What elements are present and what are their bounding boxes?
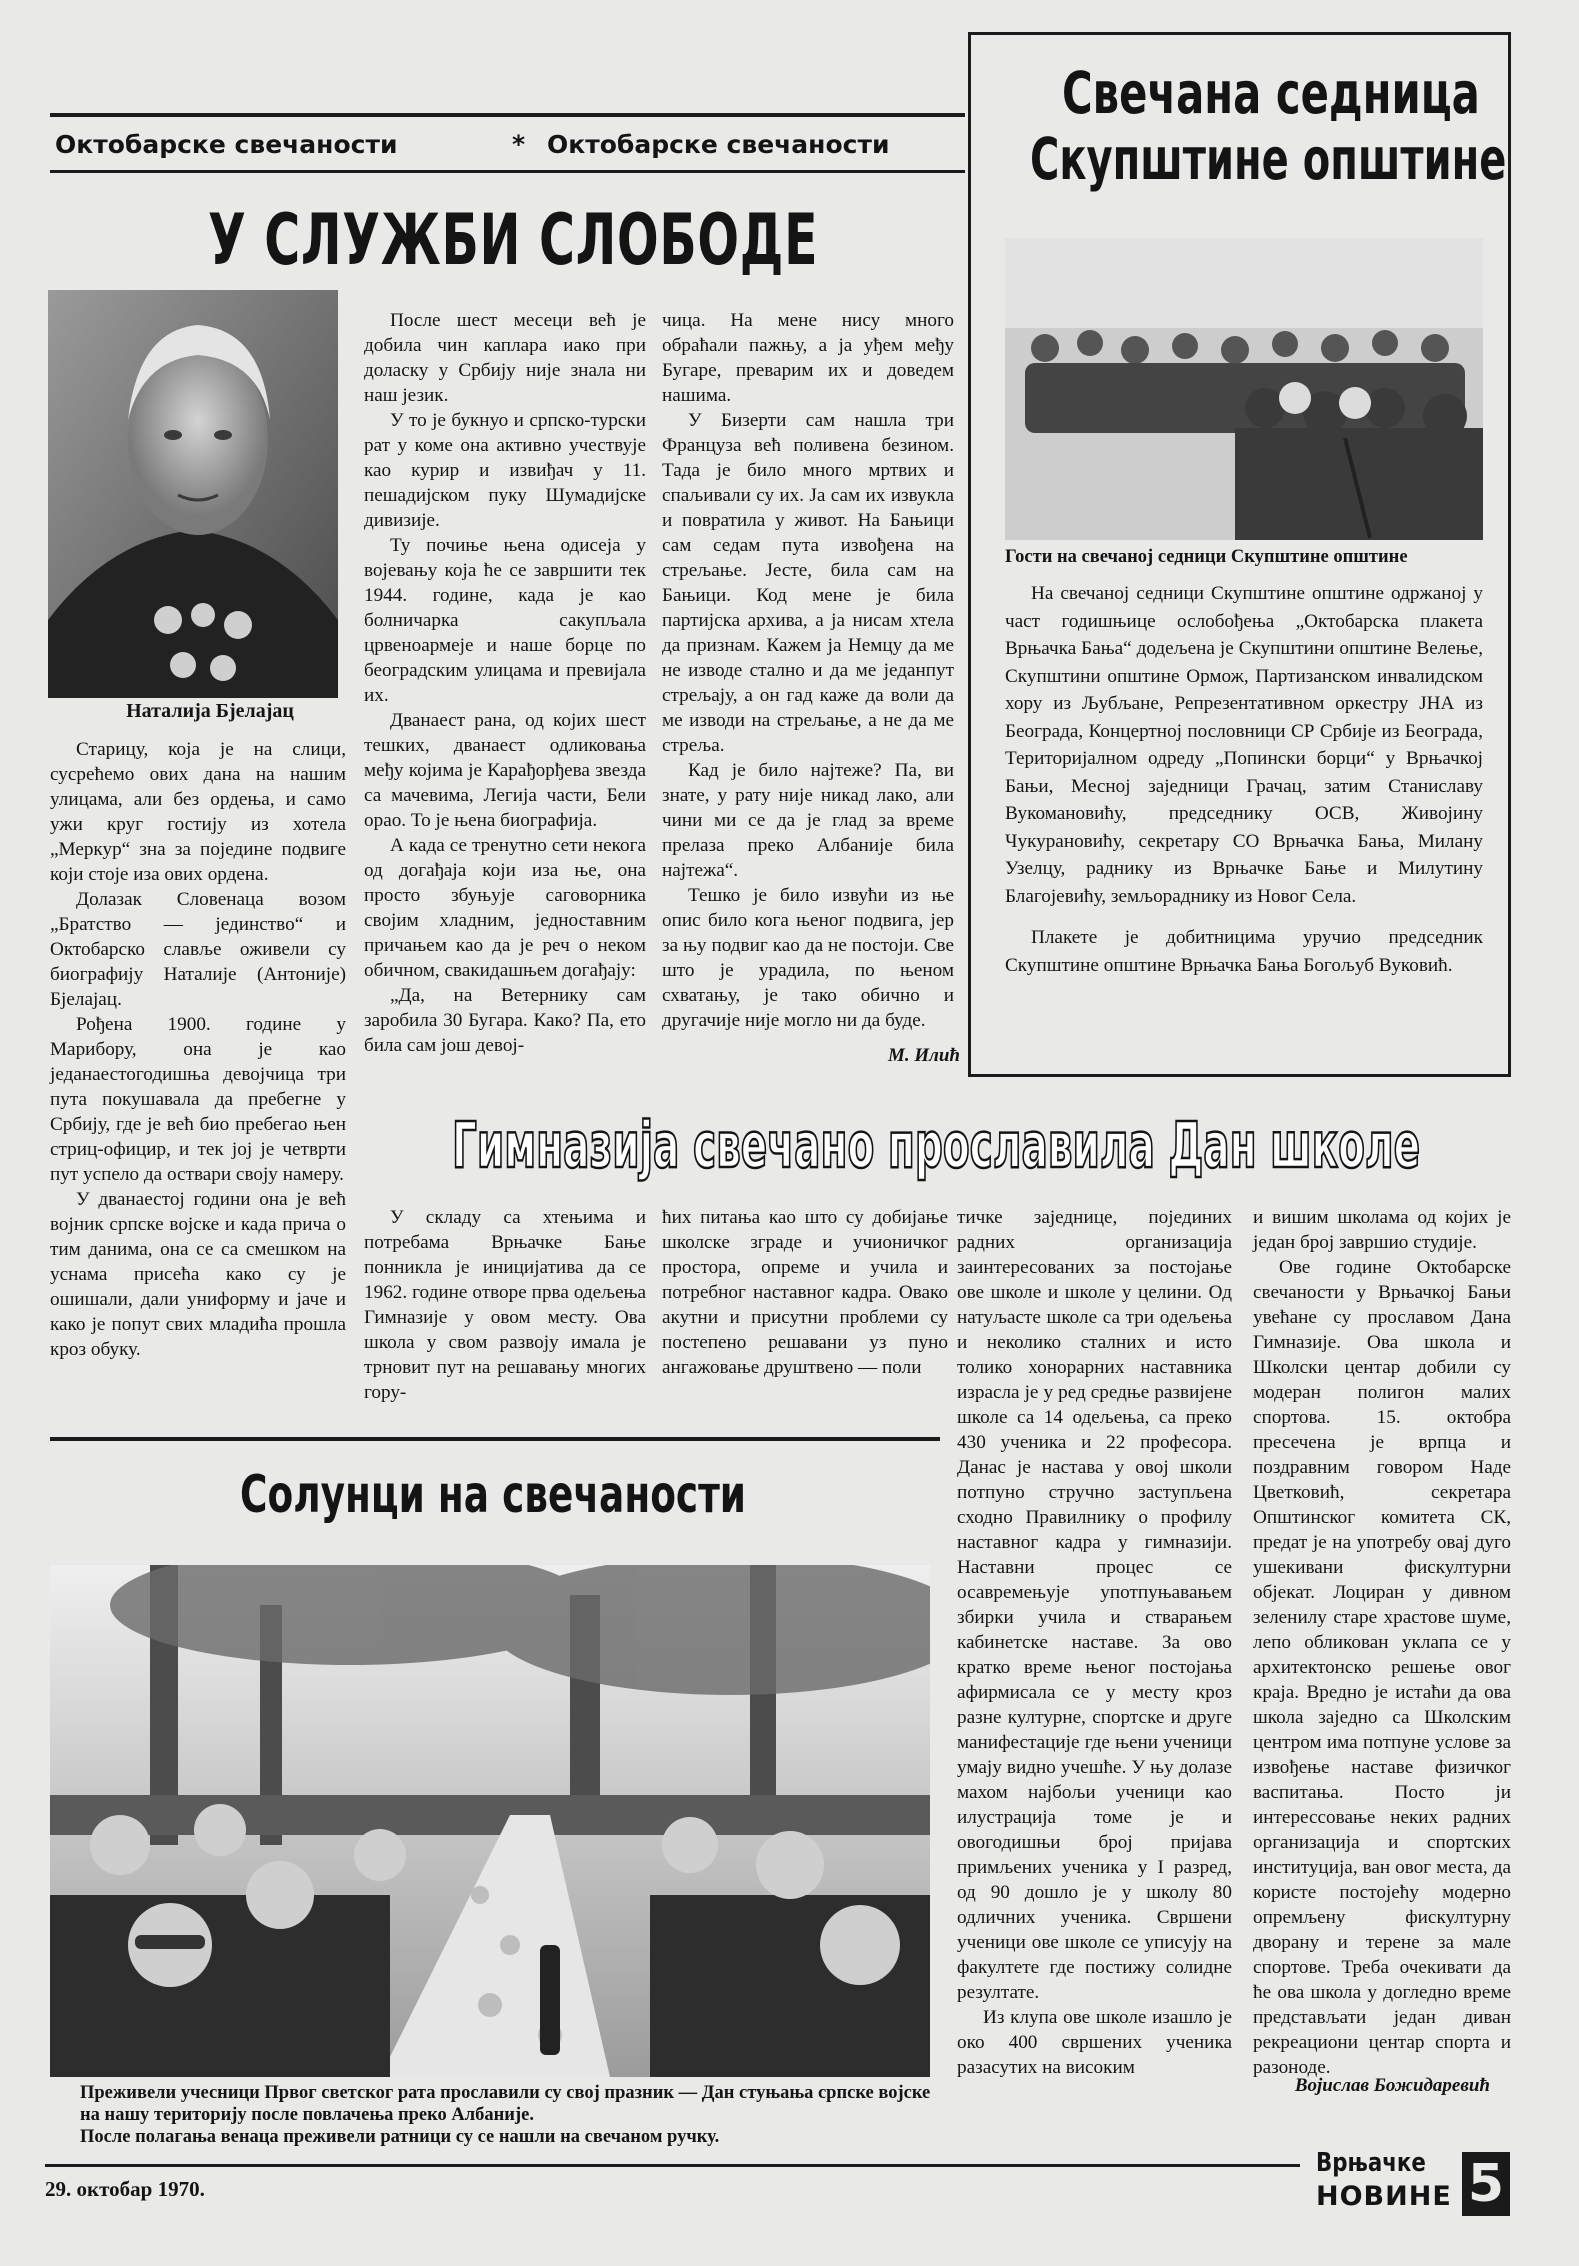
article2-paragraph: Плакете је добитницима уручио председник Скупштине општине Врњачка Бања Богољуб Вуковић. (1005, 927, 1483, 976)
footer-date: 29. октобар 1970. (45, 2177, 205, 2201)
kicker-rule-top (50, 113, 965, 117)
article1-paragraph: Рођена 1900. године у Марибору, она је као једанаестогодишња девојчица три пута покушавала да пребегне у Србију, где је већ био пребегао њен стриц-официр, и тек јој је четврти пут успело да оствари своју намеру. (50, 1014, 346, 1185)
article3-column-1 (364, 1205, 646, 1405)
article3-signature: Војислав Божидаревић (1294, 2075, 1490, 2096)
article1-paragraph: А када се тренутно сети некога од догађаја који иза ње, она просто збуњује саговорника својим хладним, једноставним причањем као да је реч о неком обичном, свакидашњем догађају: (364, 835, 646, 981)
article1-column-2 (364, 308, 646, 1058)
article1-column-1 (50, 737, 346, 1362)
article3-column-3 (957, 1205, 1232, 2080)
footer-rule (45, 2164, 1300, 2167)
article1-paragraph: Кад је било најтеже? Па, ви знате, у рату није никад лако, али чини ми се да је глад за време прелаза преко Албаније била најтежа“. (662, 760, 954, 881)
session-photo-caption: Гости на свечаној седници Скупштине општине (1005, 547, 1408, 567)
article4-headline: Солунци на свечаности (240, 1465, 747, 1525)
article1-column-3 (662, 308, 954, 1033)
section-rule (50, 1437, 940, 1441)
banquet-caption (80, 2082, 940, 2148)
article2-paragraph: На свечаној седници Скупштине општине одржаној у част годишњице ослобођења „Октобарска плакета Врњачка Бања“ додељена је Скупштини општине Велење, Скупштини општине Ормож, Партизанском инвалидском хору из Љубљане, Репрезентативном оркестру ЈНА из Београда, Концертној пословници СР Србије из Београда, Територијалном одреду „Попински борци“ у Врњачкој Бањи, Месној заједници Грачац, затим Станиславу Вукомановићу, председнику ОСВ, Живојину Чукурановићу, секретару СО Врњачка Бања, Милану Узелцу, раднику из Врњачке Бање и Милутину Благојевићу, земљораднику из Новог Села. (1005, 583, 1483, 907)
article1-paragraph: „Да, на Ветернику сам заробила 30 Бугара. Како? Па, ето била сам још девој- (364, 985, 646, 1056)
article1-paragraph: Старицу, која је на слици, сусрећемо ових дана на нашим улицама, али без ордења, и само ужи круг гостију из хотела „Меркур“ зна за поједине подвиге који стоје иза ових ордена. (50, 739, 346, 885)
article1-signature: М. Илић (887, 1045, 960, 1066)
article1-paragraph: Дванаест рана, од којих шест тешких, дванаест одликовања међу којима је Карађорђева звезда са мачевима, Легија части, Бели орао. То је њена биографија. (364, 710, 646, 831)
kicker-rule-bottom (50, 170, 965, 173)
banquet-photo (50, 1565, 930, 2077)
article1-paragraph: У Бизерти сам нашла три Француза већ поливена безином. Тада је било много мртвих и спаљивали су их. Ја сам их извукла и повратила у живот. На Бањици сам седам пута извођена на стрељање. Јесте, била сам на Бањици. Код мене је била партијска архива, а ја нисам хтела да признам. Кажем ја Немцу да ме не изводе стално и да ме једанпут стрељају, а он гад каже да воли да ме изводи на стрељање, а не да ме стреља. (662, 410, 954, 756)
article1-paragraph: чица. На мене нису много обраћали пажњу, а ја уђем међу Бугаре, преварим их и доведем нашима. (662, 310, 954, 406)
article3-paragraph: Из клупа ове школе изашло је око 400 свршених ученика разасутих на високим (957, 2007, 1232, 2078)
kicker (55, 130, 965, 170)
masthead (1312, 2148, 1512, 2224)
article1-headline: У СЛУЖБИ СЛОБОДЕ (208, 199, 819, 281)
article3-paragraph: Ове године Октобарске свечаности у Врњачкој Бањи увећане су прославом Дана Гимназије. Ова школа и Школски центар добили су модеран полигон малих спортова. 15. октобра пресечена је врпца и поздравним говором Наде Цветковић, секретара Општинског комитета СК, предат је на употребу овај дуго ушекивани фискултурни објекат. Лоциран у дивном зеленилу старе храстове шуме, лепо обликован уклапа се у архитектонско решење овог краја. Вредно је истаћи да ова школа заједно са Школским центром има потпуне услове за извођење наставе физичког васпитања. Посто ји интерессовање неких радних организација и спортских институција, ван овог места, да користе постојећу модерно опремљену фискултурну дворану и терене за мале спортове. Треба очекивати да ће ова школа у догледно време представљати један диван рекреациони центар спорта и разоноде. (1253, 1257, 1511, 2078)
session-photo (1005, 238, 1483, 540)
article2-headline-line2: Скупштине општине (1030, 125, 1507, 193)
page-number (1462, 2152, 1510, 2216)
article2-headline-line1: Свечана седница (1062, 59, 1480, 127)
article1-paragraph: Тешко је било извући из ње опис било кога њеног подвига, јер за њу подвиг као да не постоји. Све што је урадила, по њеном схватању, је тако обично и другачије није могло ни да буде. (662, 885, 954, 1031)
masthead-line2: НОВИНЕ (1316, 2181, 1452, 2212)
article2-body (1005, 580, 1483, 979)
banquet-caption-line2: После полагања венаца преживели ратници су се нашли на свечаном ручку. (80, 2127, 720, 2147)
article1-paragraph: У то је букнуо и српско-турски рат у коме она активно учествује као курир и извиђач у 11. пешадијском пуку Шумадијске дивизије. (364, 410, 646, 531)
portrait-caption: Наталија Бјелајац (126, 700, 294, 722)
kicker-left: Октобарске свечаности (55, 130, 398, 159)
article1-paragraph: Ту почиње њена одисеја у војевању која ће се завршити тек 1944. године, када је као болничарка сакупљала црвеноармеје и наше борце по београдским улицама и превијала их. (364, 535, 646, 706)
article3-paragraph: и вишим школама од којих је један број завршио студије. (1253, 1207, 1511, 1253)
banquet-caption-line1: Преживели учесници Првог светског рата прославили су свој празник — Дан стуњања српске војске на нашу територију после повлачења преко Албаније. (80, 2083, 931, 2125)
article1-paragraph: Долазак Словенаца возом „Братство — јединство“ и Октобарско славље оживели су биографију Наталије (Антоније) Бјелајац. (50, 889, 346, 1010)
article3-headline: Гимназија свечано прославила Дан школе (452, 1109, 1421, 1182)
article3-paragraph: У складу са хтењима и потребама Врњачке Бање понникла је иницијатива да се 1962. године отворе прва одељења Гимназије у овом месту. Ова школа у свом развоју имала је трновит пут на решавању многих гору- (364, 1207, 646, 1403)
article3-paragraph: ћих питања као што су добијање школске зграде и учионичког простора, опреме и учила и потребног наставног кадра. Овако акутни и присутни проблеми су постепено решавани уз пуно ангажовање друштвено — поли (662, 1207, 948, 1378)
kicker-right: Октобарске свечаности (547, 130, 890, 159)
portrait-photo (48, 290, 338, 698)
article3-paragraph: тичке заједнице, појединих радних организација заинтересованих за постојање ове школе и школе у целини. Од натуљасте школе са три одељења и неколико сталних и исто толико хонорарних наставника израсла је у ред средње развијене школе са 14 одељења, са преко 430 ученика и 22 професора. Данас је настава у овој школи потпуно стручно заступљена сходно Правилнику о профилу наставног кадра у гимназији. Наставни процес се осавремењује употпуњавањем збирки учила и стварањем кабинетске наставе. За ово кратко време њеног постојања афирмисала се у месту кроз разне културне, спортске и друге манифестације где њени ученици умају видно учешће. У њу долазе махом најбољи ученици као илустрација томе је и овогодишњи број пријава примљених ученика у I разред, од 90 дошло је у школу 80 одличних ученика. Свршени ученици ове школе се уписују на факултете где постижу солидне резултате. (957, 1207, 1232, 2003)
article3-column-4 (1253, 1205, 1511, 2080)
page-number-text: 5 (1467, 2154, 1505, 2214)
article1-paragraph: После шест месеци већ је добила чин каплара иако при доласку у Србију није знала ни наш језик. (364, 310, 646, 406)
kicker-star: * (512, 130, 526, 159)
masthead-line1: Врњачке (1316, 2148, 1426, 2178)
article1-paragraph: У дванаестој години она је већ војник српске војске и када прича о тим данима, она се са смешком на уснама присећа како су је ошишали, дали униформу и јаче и како је попут свих младића прошла кроз обуку. (50, 1189, 346, 1360)
article3-column-2 (662, 1205, 948, 1380)
